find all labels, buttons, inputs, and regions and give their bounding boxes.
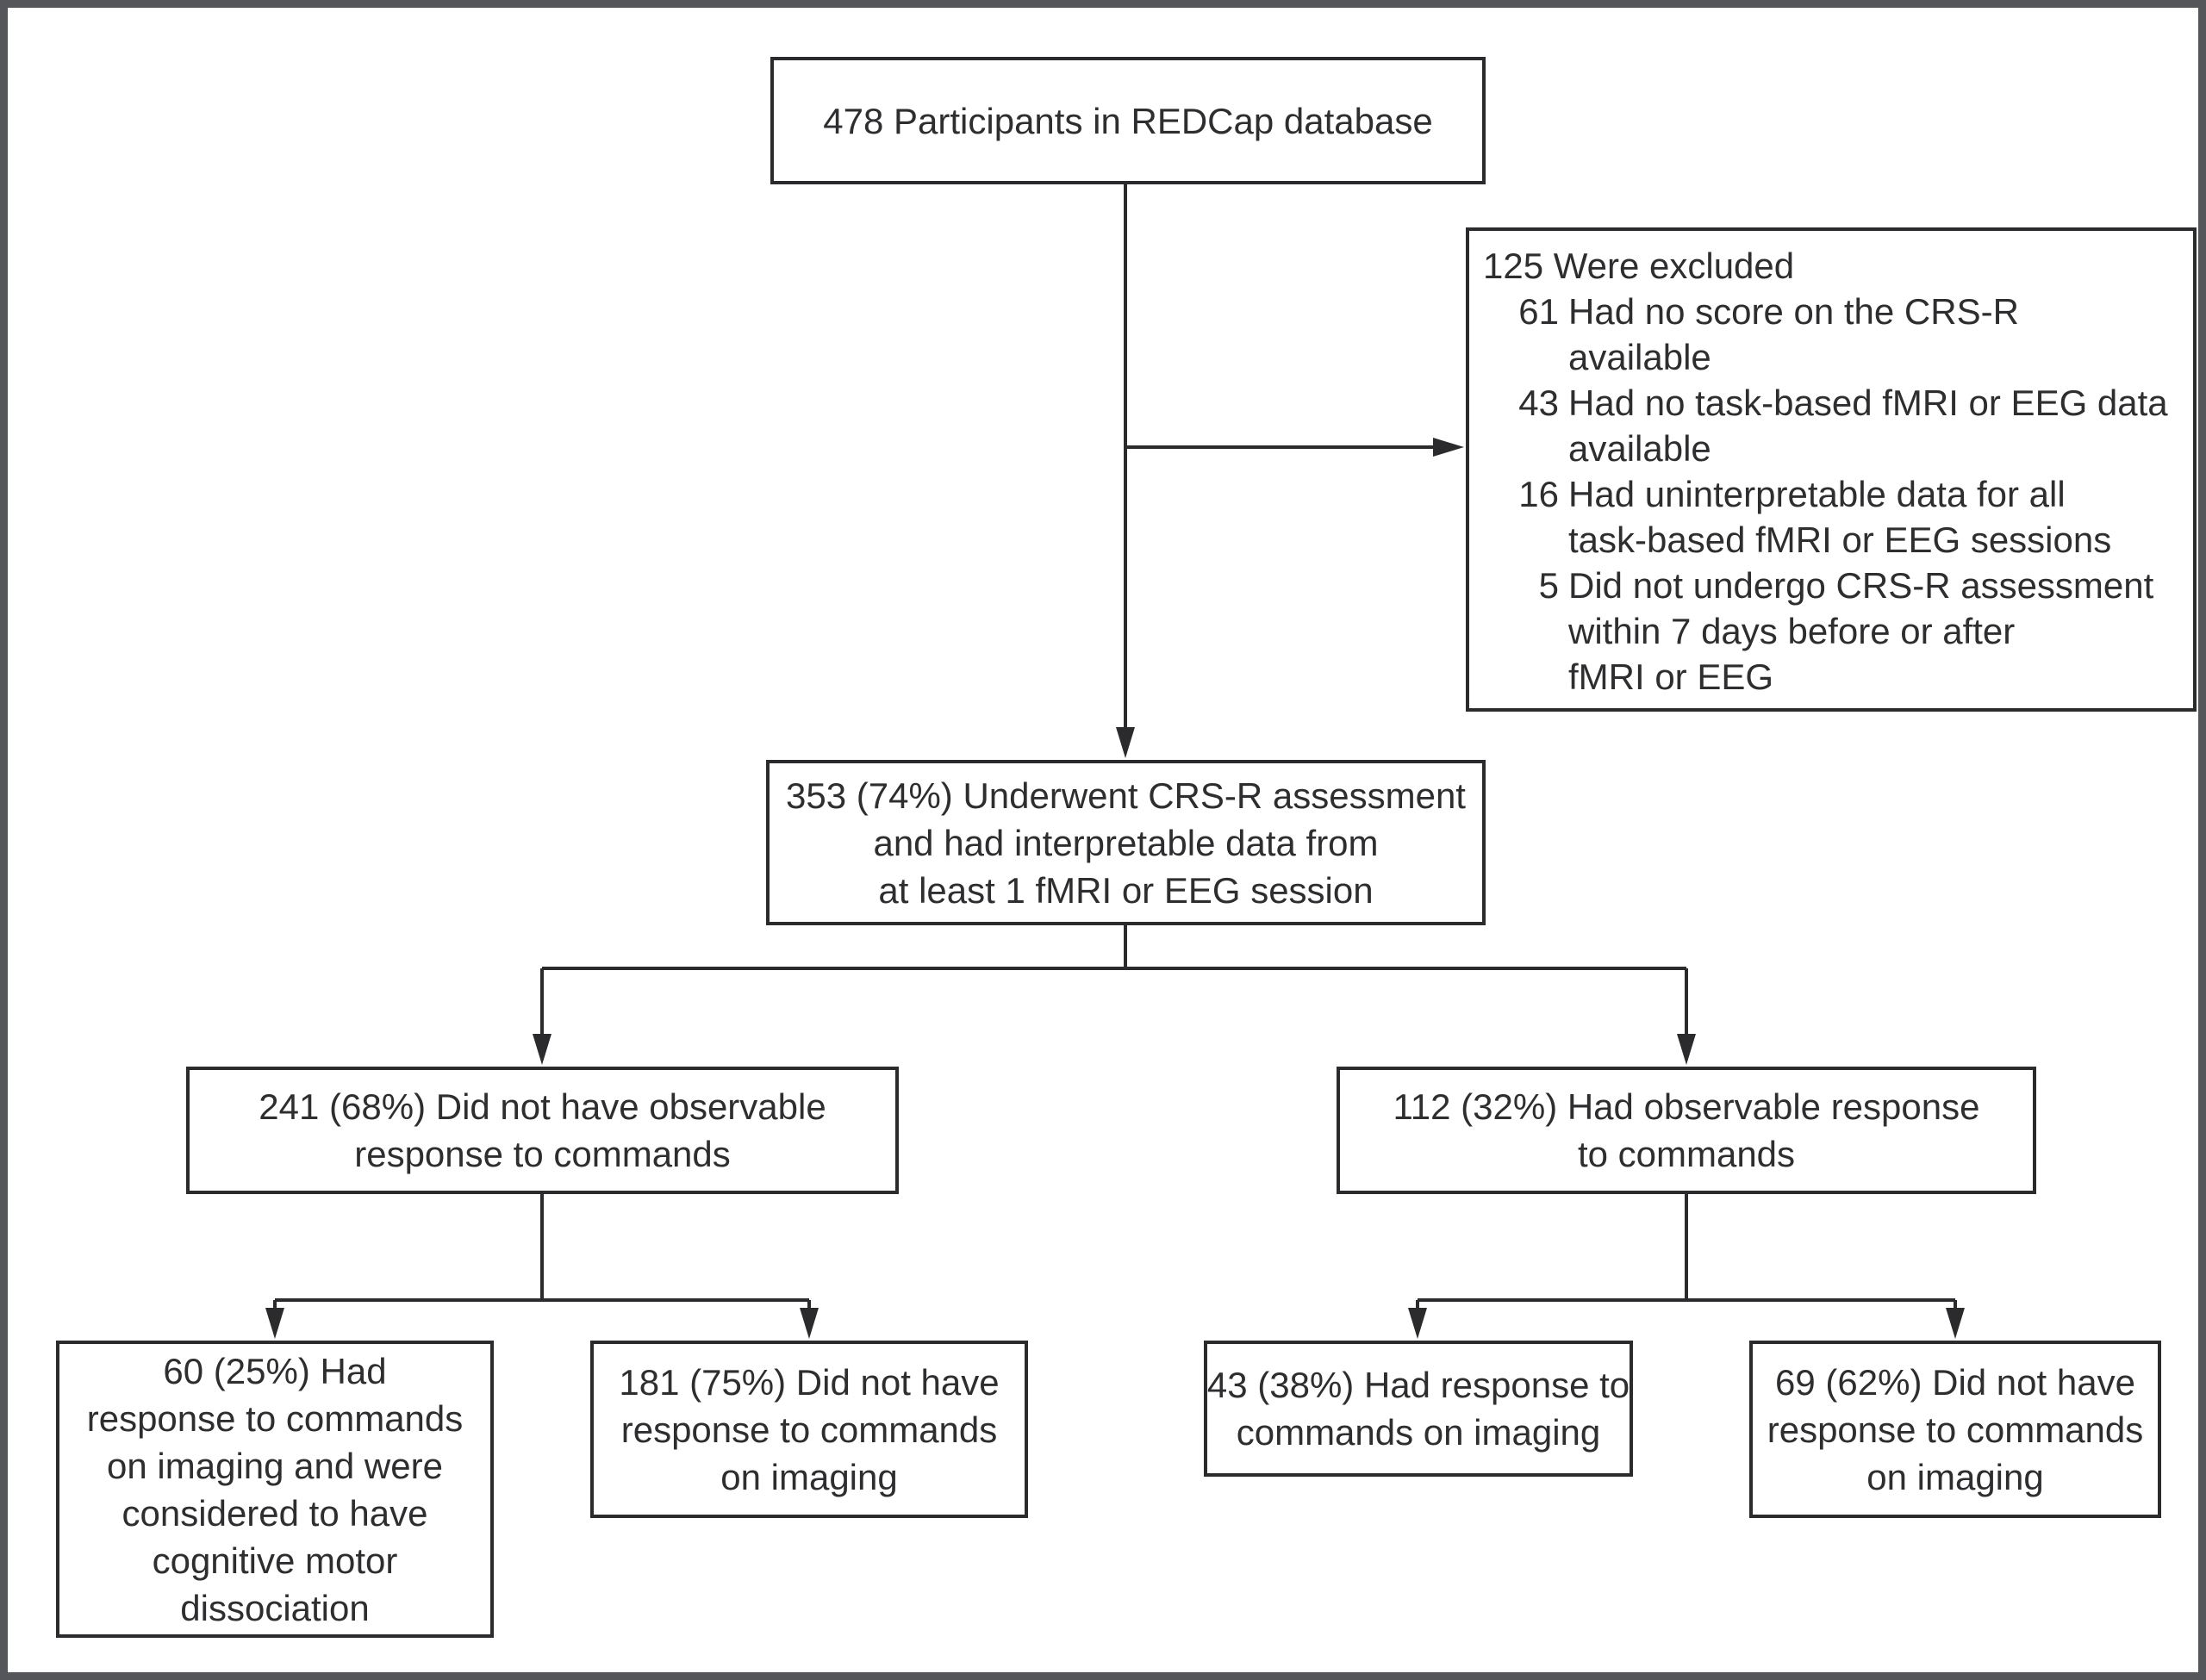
text-line: Had no task-based fMRI or EEG data: [1568, 383, 2168, 423]
box-participants-total: [770, 57, 1486, 184]
box-imaging-response-right: [1204, 1341, 1633, 1477]
excluded-item: [1483, 380, 2179, 471]
text-line: within 7 days before or after: [1568, 611, 2016, 651]
excluded-item-text: [1568, 563, 2153, 700]
box-no-observable-response: [186, 1067, 899, 1194]
text-line: on imaging and were: [107, 1445, 443, 1486]
text-line: considered to have: [122, 1492, 428, 1534]
text-line: commands on imaging: [1236, 1412, 1601, 1453]
text-line: 60 (25%) Had: [163, 1350, 387, 1391]
text-line: 43 (38%) Had response to: [1206, 1365, 1630, 1405]
box-observable-response: [1337, 1067, 2036, 1194]
box-no-imaging-response-left: [590, 1341, 1028, 1518]
text-line: response to commands: [354, 1134, 731, 1174]
text-line: dissociation: [180, 1587, 370, 1628]
arrowhead-to-excluded: [1433, 438, 1464, 457]
text-line: to commands: [1577, 1134, 1796, 1174]
text-line: response to commands: [1767, 1409, 2144, 1450]
arrowhead-to-imaging-right: [1408, 1308, 1427, 1339]
excluded-item: [1483, 563, 2179, 700]
text-line: 69 (62%) Did not have: [1775, 1361, 2135, 1403]
text-line: on imaging: [720, 1456, 898, 1497]
connector-right-branch: [1418, 1194, 1955, 1311]
text-line: at least 1 fMRI or EEG session: [878, 869, 1374, 911]
excluded-item-text: [1568, 380, 2168, 471]
text-line: 353 (74%) Underwent CRS-R assessment: [786, 775, 1466, 816]
text-line: 181 (75%) Did not have: [619, 1361, 1000, 1403]
excluded-item: [1483, 289, 2179, 380]
text-line: fMRI or EEG: [1568, 656, 1774, 697]
connector-assessed-branch: [542, 925, 1686, 1037]
arrowhead-to-observable: [1677, 1034, 1696, 1065]
text-line: task-based fMRI or EEG sessions: [1568, 520, 2112, 560]
arrowhead-to-assessed: [1116, 727, 1135, 758]
excluded-item: [1483, 471, 2179, 563]
excluded-item-count: 43: [1518, 383, 1559, 423]
arrowhead-to-no-imaging-right: [1946, 1308, 1965, 1339]
box-no-imaging-response-right: [1749, 1341, 2161, 1518]
excluded-item-count: 5: [1538, 565, 1559, 606]
excluded-item-count: 16: [1518, 474, 1559, 514]
text-line: response to commands: [620, 1409, 998, 1450]
text-line: available: [1568, 337, 1711, 377]
text-line: 112 (32%) Had observable response: [1393, 1086, 1980, 1127]
excluded-item-count: 61: [1518, 291, 1559, 332]
text-line: Had uninterpretable data for all: [1568, 474, 2066, 514]
text-line: and had interpretable data from: [873, 822, 1379, 863]
text-line: 478 Participants in REDCap database: [823, 100, 1433, 141]
text-line: response to commands: [86, 1397, 464, 1439]
text-line: on imaging: [1866, 1456, 2044, 1497]
text-line: available: [1568, 428, 1711, 469]
box-cognitive-motor-dissociation: [56, 1341, 494, 1638]
text-line: Had no score on the CRS-R: [1568, 291, 2019, 332]
box-underwent-assessment: [766, 760, 1486, 925]
text-line: 241 (68%) Did not have observable: [259, 1086, 826, 1127]
arrowhead-to-no-imaging-left: [800, 1308, 819, 1339]
text-line: Did not undergo CRS-R assessment: [1568, 565, 2154, 606]
excluded-header: 125 Were excluded: [1483, 246, 1795, 286]
arrowhead-to-cmd: [265, 1308, 284, 1339]
connector-left-branch: [275, 1194, 809, 1311]
arrowhead-to-no-observable: [533, 1034, 552, 1065]
box-excluded: [1466, 227, 2197, 712]
text-line: cognitive motor: [152, 1540, 398, 1581]
excluded-item-text: [1568, 471, 2111, 563]
excluded-item-text: [1568, 289, 2019, 380]
